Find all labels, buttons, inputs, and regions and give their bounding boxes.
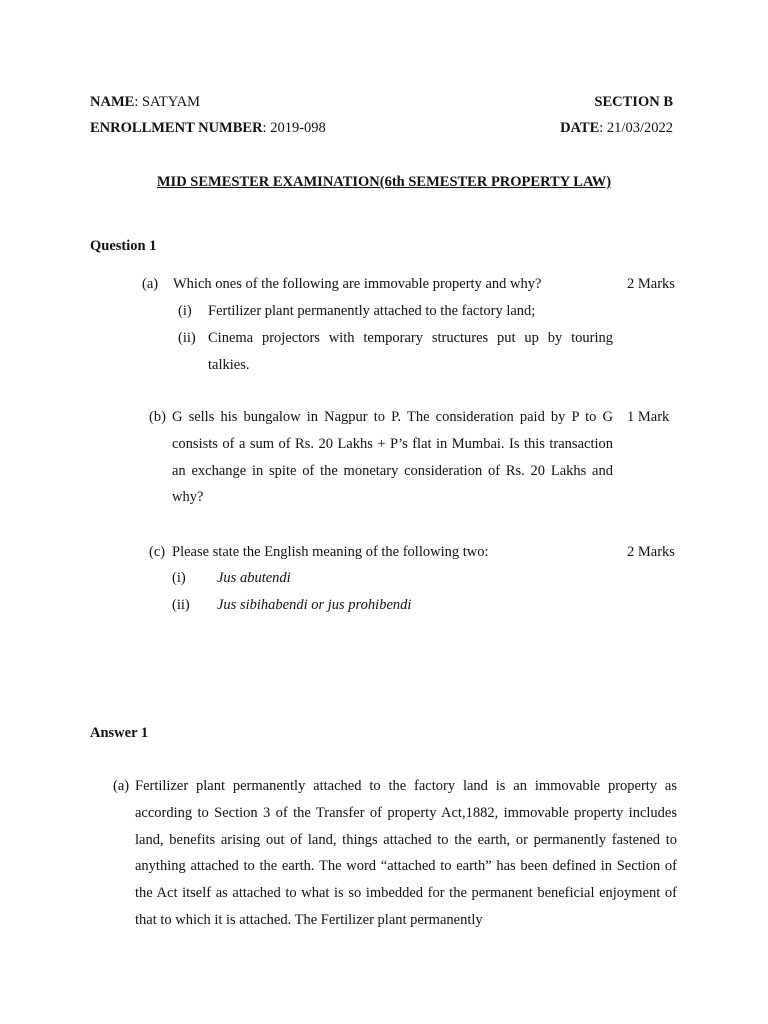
question-a-item-num: (ii) — [178, 330, 196, 346]
question-a-marks: 2 Marks — [627, 276, 675, 292]
question-c-item-text: Jus sibihabendi or jus prohibendi — [217, 597, 412, 613]
enrollment-value: : 2019-098 — [262, 120, 326, 136]
enrollment-label: ENROLLMENT NUMBER — [90, 120, 263, 136]
question-b-text: G sells his bungalow in Nagpur to P. The consideration paid by P to G consists of a sum of Rs. 20 Lakhs + P’s flat in Mumbai. Is this transaction an exchange in spite of the monetary consideration of Rs. 20 Lakhs and why? — [172, 409, 613, 506]
question-a-label: (a) — [142, 276, 159, 292]
question-heading: Question 1 — [90, 238, 157, 254]
question-a-item-text: Fertilizer plant permanently attached to the factory land; — [208, 303, 536, 319]
question-b-label: (b) — [149, 409, 166, 425]
question-c-marks: 2 Marks — [627, 544, 675, 560]
page-title: MID SEMESTER EXAMINATION(6th SEMESTER PROPERTY LAW) — [156, 174, 612, 190]
date-value: : 21/03/2022 — [599, 120, 673, 136]
name-label: NAME — [90, 94, 135, 110]
question-c-item-num: (ii) — [172, 597, 190, 613]
question-c-item-text: Jus abutendi — [217, 570, 291, 586]
question-a-item-num: (i) — [178, 303, 192, 319]
answer-heading: Answer 1 — [90, 725, 149, 741]
date-label: DATE — [560, 120, 600, 136]
answer-a-label: (a) — [113, 778, 130, 794]
enrollment-line — [90, 119, 326, 137]
question-b-marks: 1 Mark — [627, 409, 670, 425]
question-a-item-text: Cinema projectors with temporary structures put up by touring talkies. — [208, 330, 613, 373]
date-line — [560, 119, 673, 137]
section-label: SECTION B — [594, 94, 673, 110]
question-a-text: Which ones of the following are immovable property and why? — [173, 276, 542, 292]
answer-a-text: Fertilizer plant permanently attached to the factory land is an immovable property as according to Section 3 of the Transfer of property Act,1882, immovable property includes land, benefits arising out of land, things attached to the earth, or permanently fastened to anything attached to the earth. The word “attached to earth” has been defined in Section of the Act itself as attached to what is so imbedded for the permanent beneficial enjoyment of that to which it is attached. The Fertilizer plant permanently — [135, 778, 677, 928]
question-c-text: Please state the English meaning of the following two: — [172, 544, 489, 560]
name-line — [90, 93, 200, 111]
question-c-item-num: (i) — [172, 570, 186, 586]
question-c-label: (c) — [149, 544, 166, 560]
name-value: : SATYAM — [134, 94, 200, 110]
